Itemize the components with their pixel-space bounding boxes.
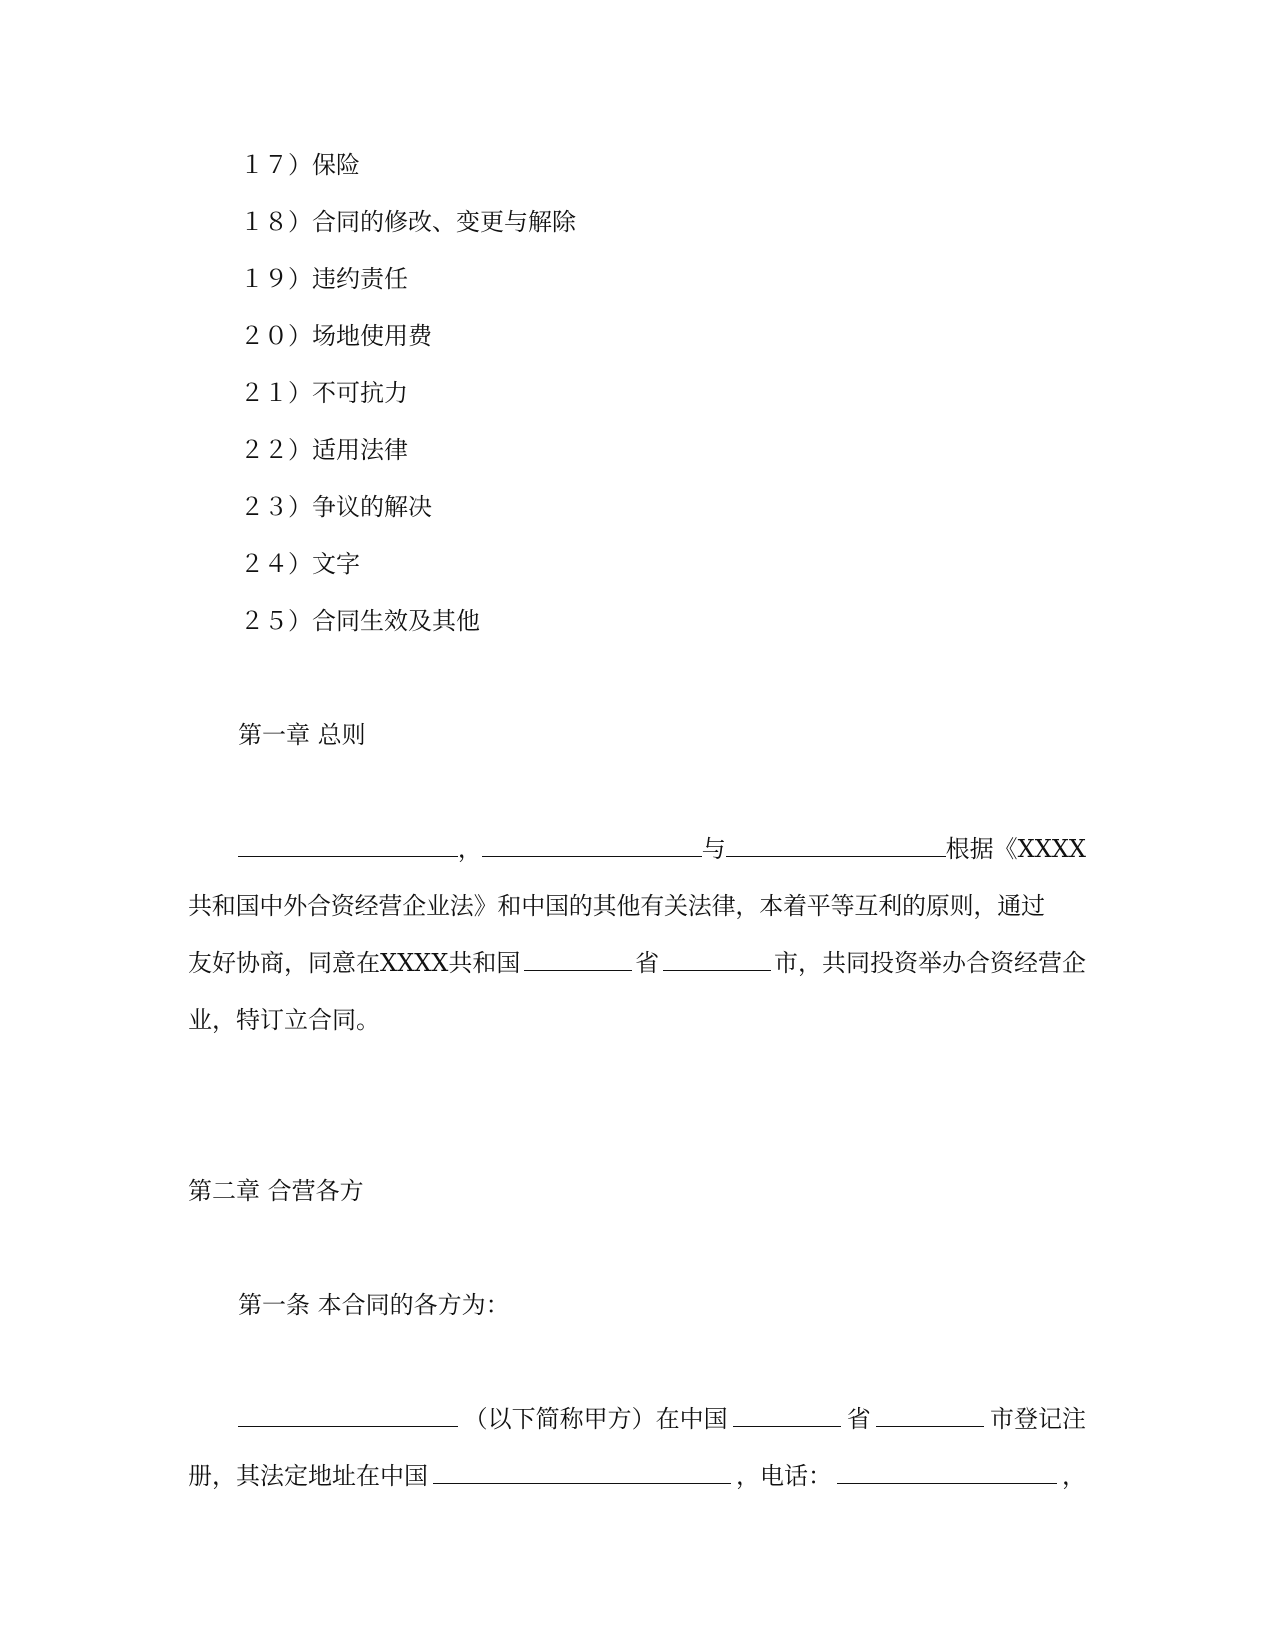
article-1: 第一条 本合同的各方为： xyxy=(238,1291,510,1319)
toc-item: １８）合同的修改、变更与解除 xyxy=(240,208,576,236)
party-a-address-blank[interactable] xyxy=(433,1461,731,1484)
chapter-2-title: 第二章 合营各方 xyxy=(188,1177,364,1205)
toc-item: ２３）争议的解决 xyxy=(240,493,432,521)
toc-item: １９）违约责任 xyxy=(240,265,408,293)
toc-item: ２５）合同生效及其他 xyxy=(240,607,480,635)
chapter-1-title: 第一章 总则 xyxy=(238,721,366,749)
party-a-blank[interactable] xyxy=(238,834,458,857)
chapter-1-para-line-2: 共和国中外合资经营企业法》和中国的其他有关法律，本着平等互利的原则，通过 xyxy=(188,892,1045,920)
party-b-blank[interactable] xyxy=(482,834,702,857)
chapter-1-para-line-1: ， 与 根据《XXXX xyxy=(238,834,1086,864)
party-a-name-blank[interactable] xyxy=(238,1404,458,1427)
party-c-blank[interactable] xyxy=(726,834,946,857)
city-blank[interactable] xyxy=(663,948,771,971)
toc-item: ２１）不可抗力 xyxy=(240,379,408,407)
party-line-2: 册，其法定地址在中国 ，电话： ， xyxy=(188,1462,1086,1490)
party-a-phone-blank[interactable] xyxy=(837,1461,1057,1484)
toc-item: ２４）文字 xyxy=(240,550,360,578)
party-line-1: （以下简称甲方）在中国 省 市登记注 xyxy=(238,1404,1086,1434)
province-blank[interactable] xyxy=(524,948,632,971)
toc-item: ２０）场地使用费 xyxy=(240,322,432,350)
party-a-province-blank[interactable] xyxy=(733,1404,841,1427)
chapter-1-para-line-4: 业，特订立合同。 xyxy=(188,1006,380,1034)
party-a-city-blank[interactable] xyxy=(876,1404,984,1427)
toc-item: １７）保险 xyxy=(240,151,360,179)
chapter-1-para-line-3: 友好协商，同意在XXXX共和国 省 市，共同投资举办合资经营企 xyxy=(188,949,1086,977)
toc-item: ２２）适用法律 xyxy=(240,436,408,464)
